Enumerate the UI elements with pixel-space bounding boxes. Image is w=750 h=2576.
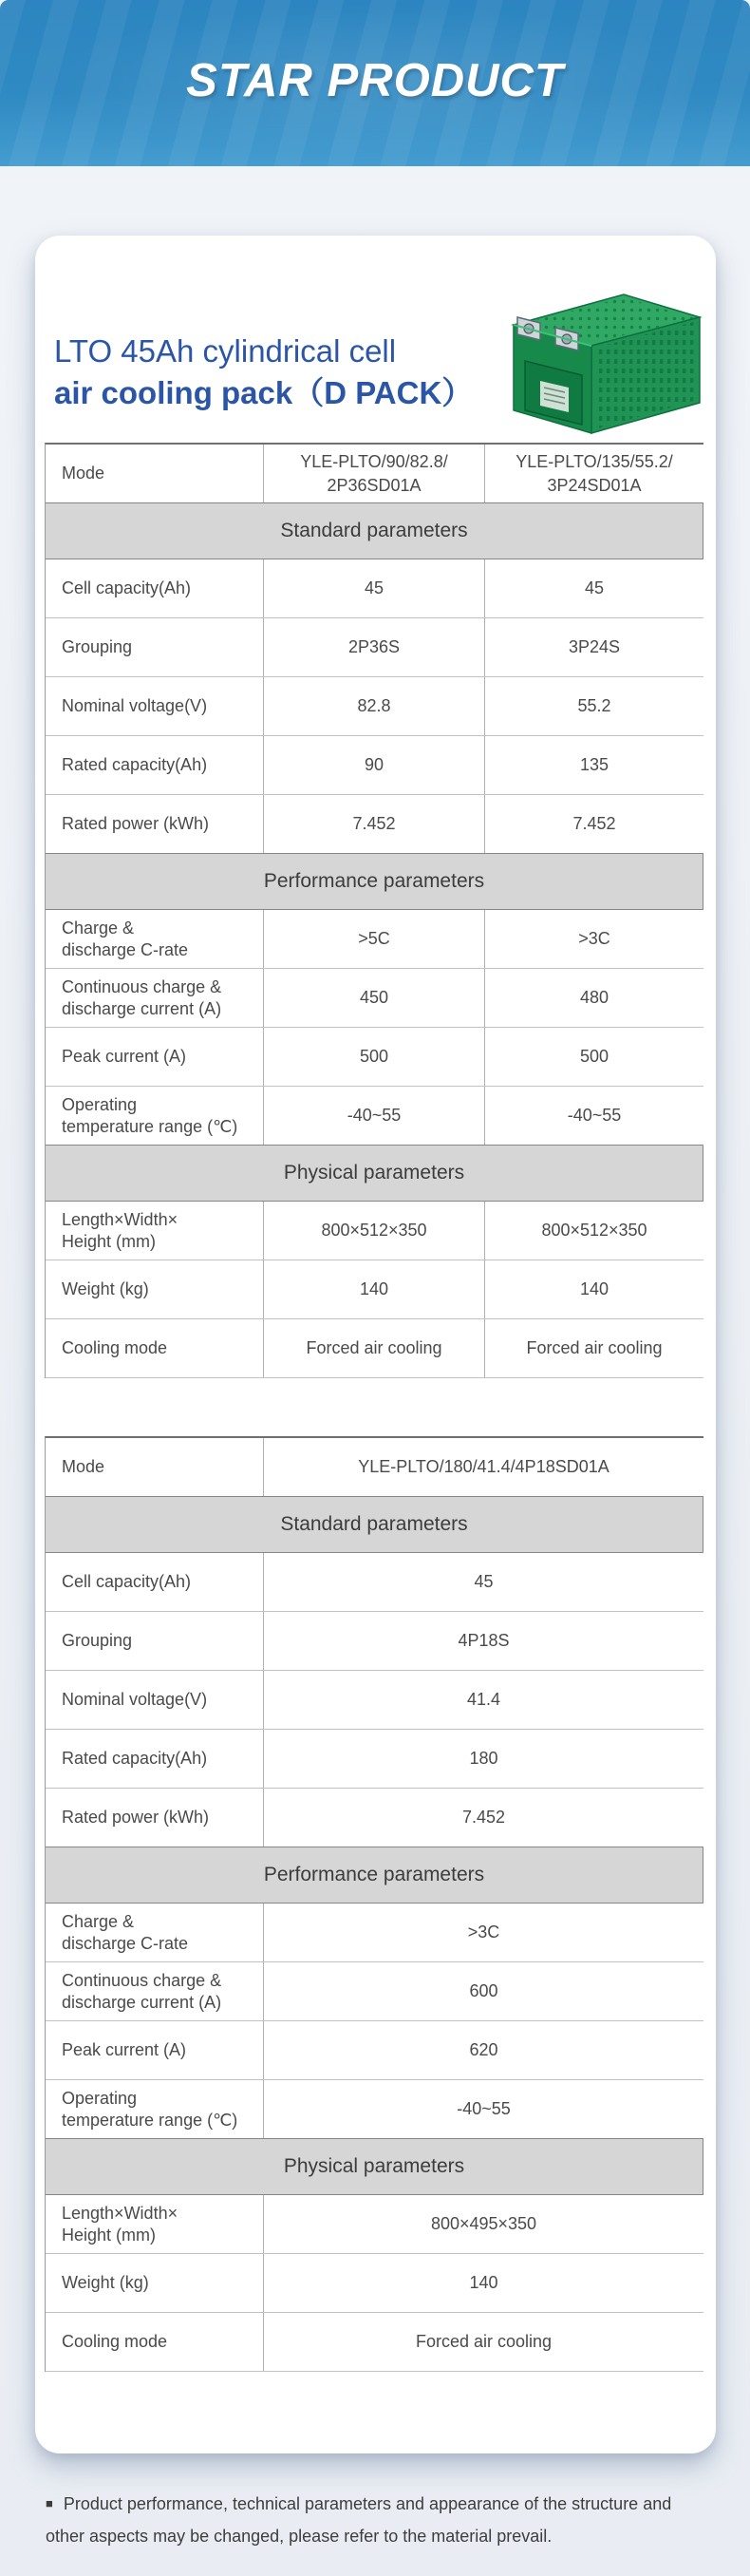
table-row: [46, 1260, 703, 1319]
mode-row: [46, 1438, 703, 1497]
row-value: >5C: [263, 910, 484, 968]
row-value: 45: [263, 559, 484, 617]
product-title-line1: LTO 45Ah cylindrical cell: [54, 333, 397, 369]
row-value: 7.452: [263, 795, 484, 853]
table-row: [46, 2254, 703, 2313]
row-value: 55.2: [484, 677, 703, 735]
row-label: Continuous charge & discharge current (A): [62, 1970, 222, 2012]
section-header-performance: Performance parameters: [46, 853, 703, 910]
table-row: [46, 677, 703, 736]
row-value: 500: [484, 1028, 703, 1086]
section-header-standard: Standard parameters: [46, 1496, 703, 1553]
table-row: [46, 1962, 703, 2021]
row-label: Operating temperature range (℃): [62, 1094, 238, 1136]
table-row: [46, 2021, 703, 2080]
table-row: [46, 559, 703, 618]
row-label: Grouping: [62, 637, 133, 656]
row-label: Rated power (kWh): [62, 814, 210, 833]
row-label: Rated capacity(Ah): [62, 1749, 208, 1768]
row-value: 450: [263, 969, 484, 1027]
row-value: 140: [263, 1260, 484, 1318]
row-value: 600: [263, 1962, 703, 2020]
row-value: 3P24S: [484, 618, 703, 676]
row-label: Mode: [62, 464, 105, 483]
row-value: Forced air cooling: [484, 1319, 703, 1377]
table-row: [46, 1319, 703, 1378]
row-value: >3C: [484, 910, 703, 968]
mode-value-col2: YLE-PLTO/135/55.2/ 3P24SD01A: [484, 445, 703, 502]
row-value: 180: [263, 1730, 703, 1788]
row-label: Continuous charge & discharge current (A): [62, 976, 222, 1018]
table-row: [46, 969, 703, 1028]
table-row: [46, 618, 703, 677]
section-header-physical: Physical parameters: [46, 1145, 703, 1202]
row-value: -40~55: [263, 2080, 703, 2138]
row-label: Charge & discharge C-rate: [62, 1911, 189, 1953]
row-value: 41.4: [263, 1671, 703, 1729]
row-value: -40~55: [263, 1087, 484, 1145]
row-label: Cooling mode: [62, 2332, 168, 2351]
row-label: Length×Width× Height (mm): [62, 1209, 178, 1251]
mode-row: [46, 445, 703, 503]
row-label: Cell capacity(Ah): [62, 1572, 192, 1591]
product-title-line2: air cooling pack（D PACK）: [54, 375, 474, 410]
footnote: [46, 2489, 710, 2551]
row-value: 45: [484, 559, 703, 617]
row-value: 480: [484, 969, 703, 1027]
table-row: [46, 2313, 703, 2372]
row-value: 135: [484, 736, 703, 794]
row-value: >3C: [263, 1904, 703, 1961]
product-title: [54, 331, 473, 414]
battery-pack-illustration: [483, 281, 703, 445]
table-row: [46, 1904, 703, 1962]
row-value: 45: [263, 1553, 703, 1611]
row-label: Nominal voltage(V): [62, 1690, 208, 1709]
row-value: 140: [263, 2254, 703, 2312]
row-value: 7.452: [263, 1789, 703, 1847]
row-value: Forced air cooling: [263, 2313, 703, 2371]
row-label: Mode: [62, 1457, 105, 1476]
table-row: [46, 795, 703, 854]
row-value: -40~55: [484, 1087, 703, 1145]
row-value: 2P36S: [263, 618, 484, 676]
mode-value-col1: YLE-PLTO/90/82.8/ 2P36SD01A: [263, 445, 484, 502]
row-value: Forced air cooling: [263, 1319, 484, 1377]
row-value: 82.8: [263, 677, 484, 735]
row-label: Weight (kg): [62, 1279, 149, 1298]
footnote-text: Product performance, technical parameters and appearance of the structure and other aspects may be changed, please refer to the material prevail.: [46, 2494, 672, 2546]
table-row: [46, 1028, 703, 1087]
row-value: 800×512×350: [484, 1202, 703, 1260]
row-value: 7.452: [484, 795, 703, 853]
spec-table-1: [45, 443, 703, 1378]
mode-value: YLE-PLTO/180/41.4/4P18SD01A: [263, 1438, 703, 1496]
spec-table-2: [45, 1436, 703, 2372]
row-value: 140: [484, 1260, 703, 1318]
row-value: 800×495×350: [263, 2195, 703, 2253]
row-label: Length×Width× Height (mm): [62, 2203, 178, 2245]
table-row: [46, 2195, 703, 2254]
row-value: 800×512×350: [263, 1202, 484, 1260]
table-row: [46, 736, 703, 795]
table-row: [46, 2080, 703, 2139]
table-row: [46, 1202, 703, 1260]
banner: [0, 0, 750, 166]
product-card: [35, 236, 716, 2453]
row-value: 90: [263, 736, 484, 794]
row-label: Cell capacity(Ah): [62, 578, 192, 597]
row-label: Operating temperature range (℃): [62, 2088, 238, 2130]
row-value: 620: [263, 2021, 703, 2079]
table-row: [46, 910, 703, 969]
row-label: Weight (kg): [62, 2273, 149, 2292]
row-label: Charge & discharge C-rate: [62, 918, 189, 959]
table-row: [46, 1730, 703, 1789]
square-bullet-icon: ■: [46, 2496, 53, 2510]
row-label: Peak current (A): [62, 2040, 187, 2059]
table-row: [46, 1553, 703, 1612]
table-row: [46, 1612, 703, 1671]
row-label: Grouping: [62, 1631, 133, 1650]
row-label: Peak current (A): [62, 1047, 187, 1066]
section-header-standard: Standard parameters: [46, 502, 703, 559]
table-row: [46, 1789, 703, 1847]
row-value: 500: [263, 1028, 484, 1086]
table-row: [46, 1087, 703, 1146]
row-label: Cooling mode: [62, 1338, 168, 1357]
table-row: [46, 1671, 703, 1730]
section-header-performance: Performance parameters: [46, 1847, 703, 1904]
row-label: Rated power (kWh): [62, 1808, 210, 1827]
row-label: Rated capacity(Ah): [62, 755, 208, 774]
section-header-physical: Physical parameters: [46, 2138, 703, 2195]
row-value: 4P18S: [263, 1612, 703, 1670]
banner-title: STAR PRODUCT: [186, 54, 564, 106]
product-image: [483, 281, 703, 445]
row-label: Nominal voltage(V): [62, 696, 208, 715]
